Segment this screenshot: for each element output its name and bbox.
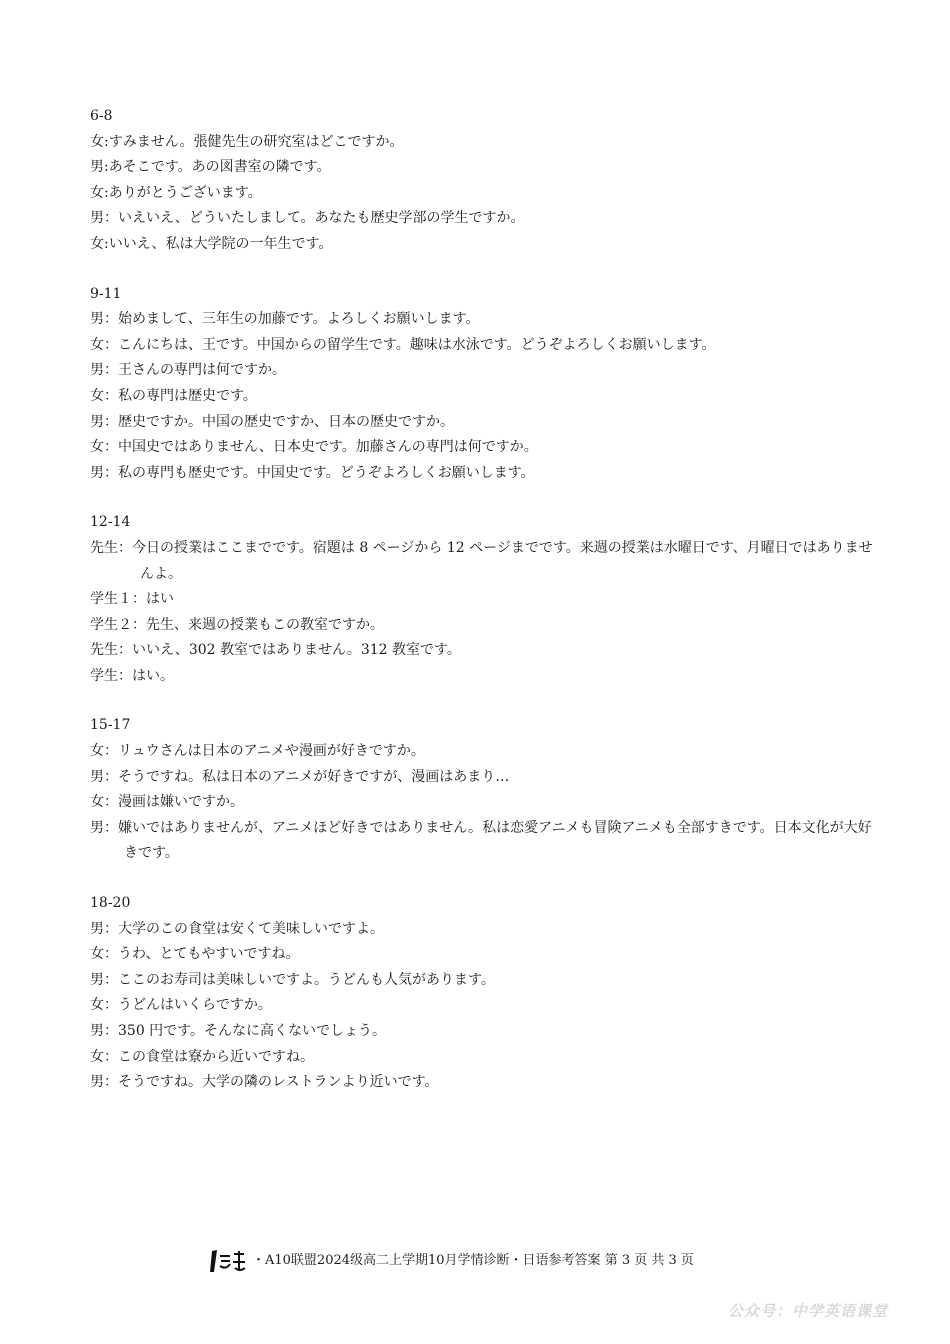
section-label: 18-20 <box>90 895 131 912</box>
dialogue-line: 男：歴史ですか。中国の歴史ですか、日本の歴史ですか。 <box>90 413 454 430</box>
dialogue-line: 女:いいえ、私は大学院の一年生です。 <box>90 235 333 252</box>
dialogue-line: 男：嫌いではありませんが、アニメほど好きではありません。私は恋愛アニメも冒険アニメも全部すきです。日本文化が大好きです。 <box>90 819 872 862</box>
dialogue-line: 男：始めまして、三年生の加藤です。よろしくお願いします。 <box>90 311 480 328</box>
dialogue-line: 男：私の専門も歴史です。中国史です。どうぞよろしくお願いします。 <box>90 464 535 481</box>
dialogue-line: 女：うどんはいくらですか。 <box>90 997 272 1014</box>
dialogue-section <box>90 282 880 487</box>
dialogue-line: 男：ここのお寿司は美味しいですよ。うどんも人気があります。 <box>90 971 495 988</box>
dialogue-line: 学生２：先生、来週の授業もこの教室ですか。 <box>90 616 384 633</box>
dialogue-line: 男：350 円です。そんなに高くないでしょう。 <box>90 1023 387 1039</box>
dialogue-line: 女:すみません。張健先生の研究室はどこですか。 <box>90 133 404 150</box>
dialogue-line: 先生：いいえ、302 教室ではありません。312 教室です。 <box>90 642 461 659</box>
dialogue-line: 男：大学のこの食堂は安くて美味しいですよ。 <box>90 920 384 937</box>
dialogue-line: 男：そうですね。私は日本のアニメが好きですが、漫画はあまり… <box>90 768 510 785</box>
page-footer <box>206 1248 694 1274</box>
dialogue-line: 女：うわ、とてもやすいですね。 <box>90 946 300 963</box>
dialogue-line: 女：中国史ではありません、日本史です。加藤さんの専門は何ですか。 <box>90 439 538 456</box>
dialogue-line: 女：こんにちは、王です。中国からの留学生です。趣味は水泳です。どうぞよろしくお願いします。 <box>90 336 716 353</box>
document-body <box>90 104 880 1120</box>
dialogue-line: 学生：はい。 <box>90 667 174 684</box>
dialogue-line: 先生：今日の授業はここまでです。宿題は 8 ページから 12 ページまでです。来週の授業は水曜日です、月曜日ではありませんよ。 <box>90 539 873 582</box>
dialogue-line: 女:ありがとうございます。 <box>90 184 262 201</box>
section-label: 6-8 <box>90 108 113 124</box>
dialogue-line: 男：そうですね。大学の隣のレストランより近いです。 <box>90 1074 439 1091</box>
dialogue-section <box>90 713 880 867</box>
dialogue-line: 学生１：はい <box>90 591 174 608</box>
watermark: 公众号：中学英语课堂 <box>728 1302 889 1320</box>
dialogue-line: 男：王さんの専門は何ですか。 <box>90 362 286 379</box>
section-label: 12-14 <box>90 514 131 531</box>
dialogue-line: 女：リュウさんは日本のアニメや漫画が好きですか。 <box>90 743 425 760</box>
dialogue-line: 女：この食堂は寮から近いですね。 <box>90 1048 314 1065</box>
section-label: 9-11 <box>90 285 122 302</box>
dialogue-section <box>90 510 880 689</box>
dialogue-line: 女：漫画は嫌いですか。 <box>90 794 244 811</box>
dialogue-line: 男：いえいえ、どういたしまして。あなたも歴史学部の学生ですか。 <box>90 210 525 227</box>
dialogue-section <box>90 104 880 258</box>
dialogue-line: 男:あそこです。あの図書室の隣です。 <box>90 159 331 176</box>
section-label: 15-17 <box>90 717 131 734</box>
dialogue-section <box>90 891 880 1096</box>
publisher-logo <box>206 1248 250 1274</box>
dialogue-line: 女：私の専門は歴史です。 <box>90 387 257 404</box>
footer-text: ・A10联盟2024级高二上学期10月学情诊断・日语参考答案 第 3 页 共 3 页 <box>252 1253 694 1268</box>
